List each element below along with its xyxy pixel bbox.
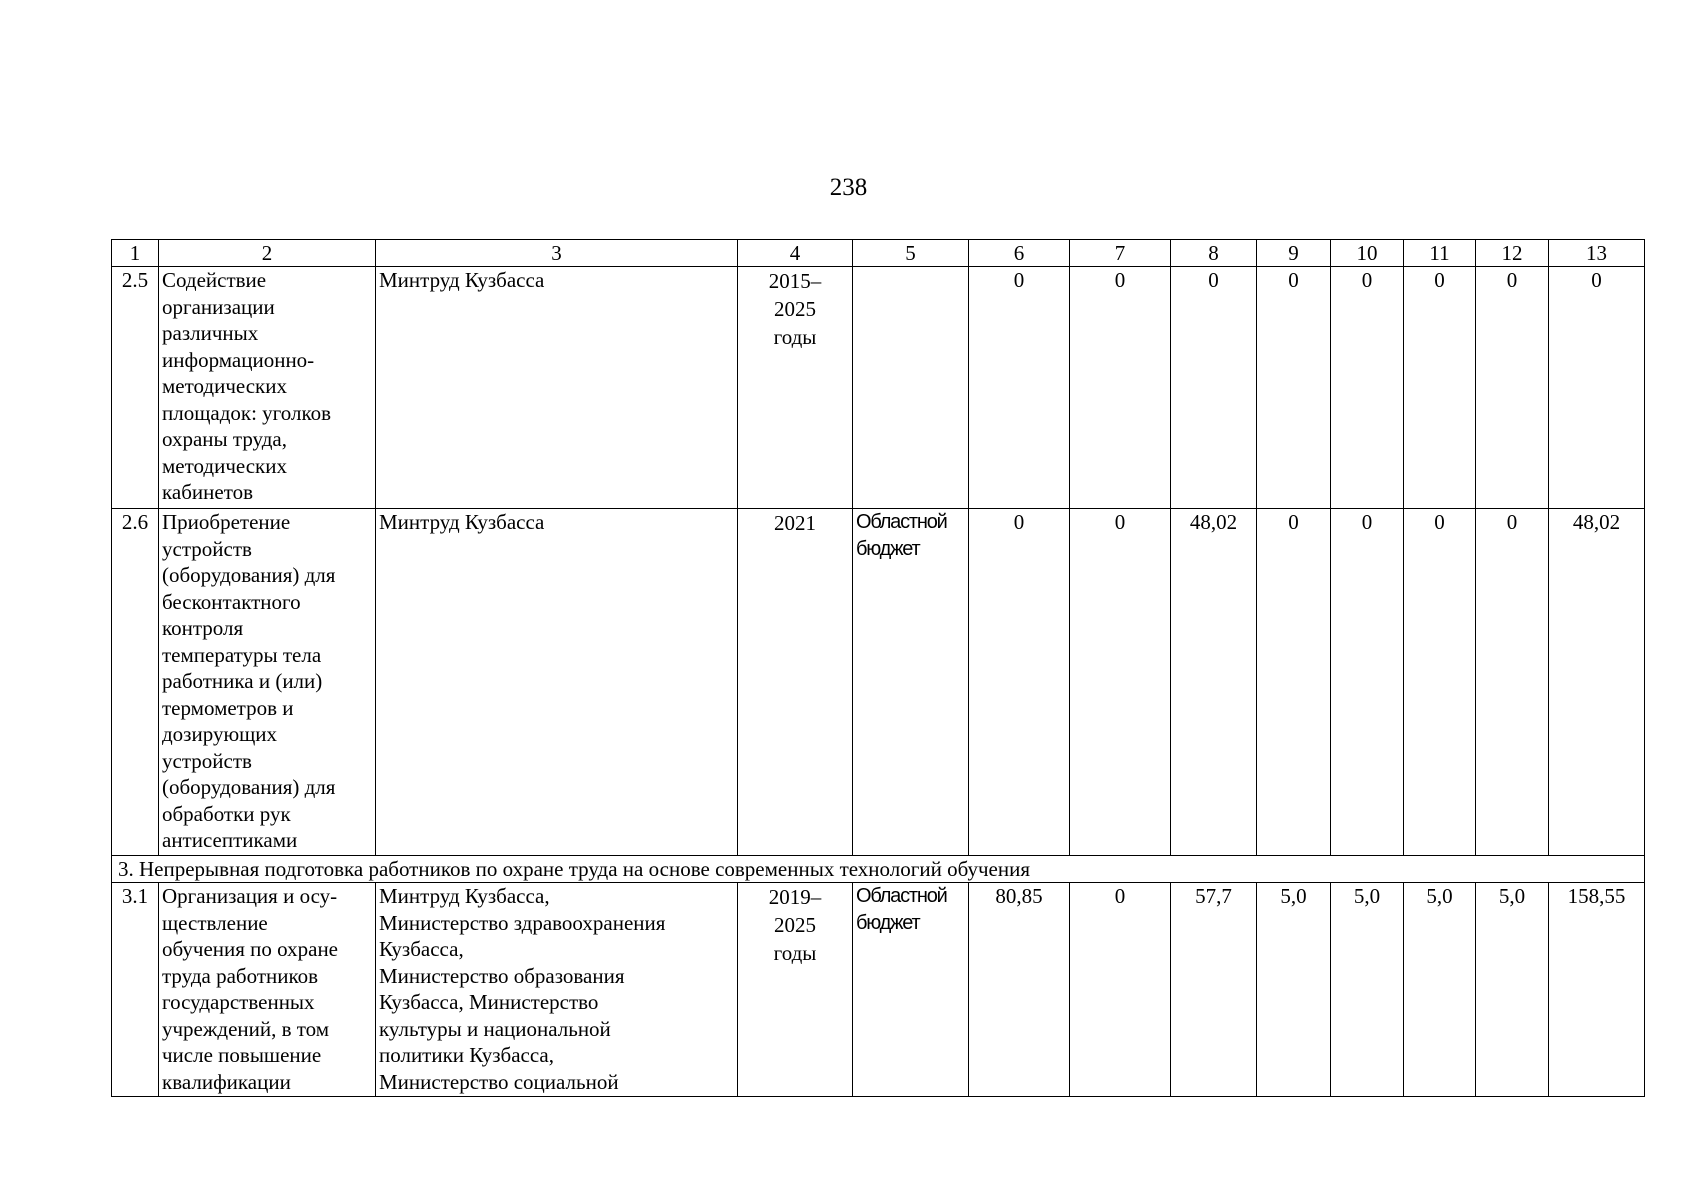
value-cell: 5,0	[1404, 883, 1476, 1097]
text-line: 2025	[774, 913, 816, 937]
activity-name	[159, 509, 376, 856]
text-line: работника и (или)	[162, 669, 323, 693]
header-cell: 12	[1476, 240, 1549, 267]
program-table	[111, 239, 1645, 1097]
section-row	[112, 856, 1645, 883]
header-cell: 1	[112, 240, 159, 267]
value-cell: 158,55	[1549, 883, 1645, 1097]
header-cell: 5	[853, 240, 969, 267]
text-line: методических	[162, 374, 287, 398]
value-cell: 0	[1476, 267, 1549, 509]
text-line: организации	[162, 294, 275, 319]
value-cell: 0	[1070, 509, 1171, 856]
text-line: дозирующих	[162, 722, 278, 746]
text-line: учреждений, в том	[162, 1016, 330, 1041]
value-cell: 0	[969, 267, 1070, 509]
text-line: методических	[162, 453, 287, 478]
period	[738, 883, 853, 1097]
table-row	[112, 267, 1645, 509]
text-line: Минтруд Кузбасса	[379, 268, 545, 292]
header-cell: 6	[969, 240, 1070, 267]
header-cell: 7	[1070, 240, 1171, 267]
text-line: Минтруд Кузбасса	[379, 510, 545, 534]
text-line: политики Кузбасса,	[379, 1043, 554, 1067]
value-cell: 0	[1171, 267, 1257, 509]
value-cell: 0	[1549, 267, 1645, 509]
text-line: охраны труда,	[162, 427, 287, 451]
header-cell: 9	[1257, 240, 1331, 267]
row-number: 2.5	[112, 267, 159, 509]
funding-source	[853, 883, 969, 1097]
value-cell: 57,7	[1171, 883, 1257, 1097]
text-line: Кузбасса,	[379, 937, 464, 961]
value-cell: 0	[1257, 509, 1331, 856]
text-line: Областной	[856, 511, 947, 533]
text-line: контроля	[162, 616, 244, 640]
header-cell: 10	[1331, 240, 1404, 267]
text-line: устройств	[162, 536, 252, 561]
text-line: числе повышение	[162, 1043, 322, 1067]
header-cell: 4	[738, 240, 853, 267]
text-line: Содействие	[162, 268, 267, 292]
header-cell: 13	[1549, 240, 1645, 267]
text-line: (оборудования) для	[162, 563, 336, 587]
activity-name	[159, 267, 376, 509]
section-heading: 3. Непрерывная подготовка работников по охране труда на основе современных технологий обучения	[112, 856, 1645, 883]
text-line: квалификации	[162, 1069, 291, 1094]
text-line: Областной	[856, 885, 947, 907]
value-cell: 0	[969, 509, 1070, 856]
text-line: площадок: уголков	[162, 400, 332, 425]
text-line: Министерство социальной	[379, 1069, 619, 1094]
text-line: 2019–	[768, 885, 822, 909]
text-line: 2025	[774, 297, 816, 321]
text-line: Минтруд Кузбасса,	[379, 884, 550, 908]
text-line: антисептиками	[162, 828, 298, 852]
funding-source	[853, 267, 969, 509]
text-line: обучения по охране	[162, 937, 338, 961]
value-cell: 0	[1476, 509, 1549, 856]
text-line: Кузбасса, Министерство	[379, 990, 599, 1014]
text-line: кабинетов	[162, 480, 254, 504]
executor	[376, 883, 738, 1097]
text-line: государственных	[162, 990, 315, 1014]
value-cell: 0	[1257, 267, 1331, 509]
value-cell: 0	[1070, 267, 1171, 509]
table-row	[112, 883, 1645, 1097]
header-cell: 8	[1171, 240, 1257, 267]
value-cell: 48,02	[1171, 509, 1257, 856]
header-row	[112, 240, 1645, 267]
text-line: Министерство образования	[379, 963, 625, 988]
text-line: Министерство здравоохранения	[379, 910, 666, 935]
text-line: различных	[162, 321, 259, 345]
table-row	[112, 509, 1645, 856]
text-line: обработки рук	[162, 801, 291, 826]
text-line: годы	[773, 325, 817, 349]
text-line: устройств	[162, 748, 252, 773]
value-cell: 80,85	[969, 883, 1070, 1097]
activity-name	[159, 883, 376, 1097]
executor	[376, 509, 738, 856]
text-line: 2021	[774, 511, 816, 535]
text-line: Приобретение	[162, 510, 291, 534]
value-cell: 0	[1404, 267, 1476, 509]
funding-source	[853, 509, 969, 856]
text-line: информационно-	[162, 347, 315, 372]
text-line: годы	[773, 941, 817, 965]
text-line: культуры и национальной	[379, 1016, 611, 1041]
header-cell: 11	[1404, 240, 1476, 267]
text-line: (оборудования) для	[162, 775, 336, 799]
period	[738, 267, 853, 509]
period	[738, 509, 853, 856]
text-line: термометров и	[162, 695, 294, 720]
value-cell: 48,02	[1549, 509, 1645, 856]
value-cell: 0	[1331, 267, 1404, 509]
text-line: бюджет	[856, 538, 920, 560]
text-line: бесконтактного	[162, 589, 301, 614]
text-line: Организация и осу-	[162, 884, 338, 908]
page-number: 238	[829, 174, 868, 201]
value-cell: 0	[1070, 883, 1171, 1097]
value-cell: 5,0	[1331, 883, 1404, 1097]
value-cell: 5,0	[1476, 883, 1549, 1097]
value-cell: 0	[1331, 509, 1404, 856]
text-line: труда работников	[162, 963, 319, 988]
text-line: температуры тела	[162, 642, 322, 667]
executor	[376, 267, 738, 509]
text-line: бюджет	[856, 912, 920, 934]
value-cell: 5,0	[1257, 883, 1331, 1097]
row-number: 2.6	[112, 509, 159, 856]
header-cell: 2	[159, 240, 376, 267]
text-line: 2015–	[768, 269, 822, 293]
header-cell: 3	[376, 240, 738, 267]
text-line: ществление	[162, 910, 268, 935]
value-cell: 0	[1404, 509, 1476, 856]
row-number: 3.1	[112, 883, 159, 1097]
